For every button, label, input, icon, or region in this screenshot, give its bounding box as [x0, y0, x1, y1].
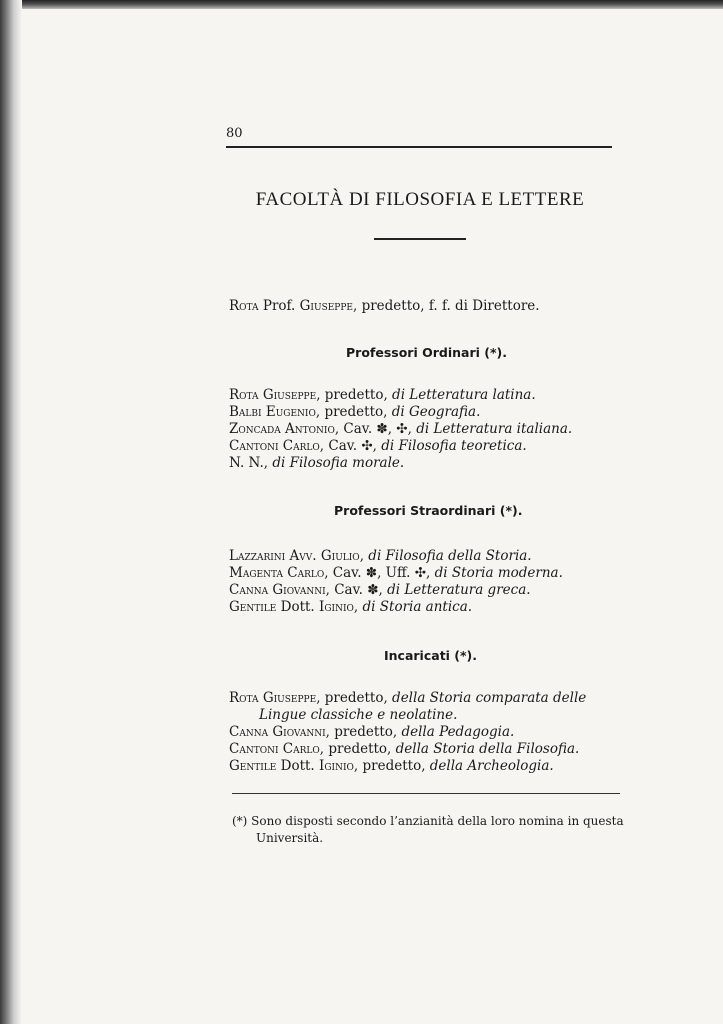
list-item — [229, 724, 514, 740]
person-subject-continued: Lingue classiche e neolatine. — [259, 707, 458, 723]
person-given: Iginio — [319, 758, 354, 774]
list-item — [229, 599, 472, 615]
list-item — [229, 582, 531, 598]
person-subject: di Filosofia morale. — [272, 455, 405, 471]
director-given: Giuseppe — [299, 298, 353, 314]
section-heading-ordinari: Professori Ordinari (*). — [346, 345, 507, 360]
person-subject: della Pedagogia. — [401, 724, 515, 740]
person-subject: di Geografia. — [391, 404, 481, 420]
list-item — [229, 421, 572, 437]
scan-binding-edge — [0, 0, 22, 1024]
person-subject: di Letteratura latina. — [392, 387, 536, 403]
person-detail: , Cav. ✽, — [325, 582, 388, 598]
section-heading-straordinari: Professori Straordinari (*). — [334, 503, 523, 518]
person-subject: di Storia moderna. — [434, 565, 563, 581]
person-detail: , predetto, — [319, 741, 396, 757]
list-item — [229, 404, 480, 420]
person-detail: , — [359, 548, 369, 564]
director-surname: Rota — [229, 298, 259, 314]
person-name: Cantoni Carlo — [229, 438, 320, 454]
section-heading-incaricati: Incaricati (*). — [384, 648, 478, 663]
person-detail: , Cav. ✽, Uff. ✣, — [324, 565, 435, 581]
person-detail: , predetto, — [316, 387, 393, 403]
person-given: Iginio — [319, 599, 354, 615]
person-name: N. N. — [229, 455, 264, 471]
header-rule — [226, 146, 612, 148]
person-detail: , predetto, — [315, 404, 392, 420]
person-subject: di Letteratura greca. — [387, 582, 531, 598]
footnote-line-continued: Università. — [256, 831, 324, 845]
person-detail: , Cav. ✣, — [319, 438, 382, 454]
person-name: Canna Giovanni — [229, 724, 326, 740]
list-item — [229, 690, 586, 706]
person-detail: , Cav. ✽, ✣, — [334, 421, 417, 437]
person-name: Rota Giuseppe — [229, 690, 317, 706]
person-name: Zoncada Antonio — [229, 421, 335, 437]
person-subject: della Storia comparata delle — [392, 690, 587, 706]
list-item — [229, 438, 527, 454]
title-rule — [374, 238, 466, 240]
list-item — [229, 548, 532, 564]
person-title: Dott. — [276, 599, 320, 615]
person-title: Dott. — [276, 758, 320, 774]
person-name: Lazzarini Avv. Giulio — [229, 548, 360, 564]
director-line — [229, 298, 540, 314]
list-item — [229, 741, 579, 757]
person-detail: , predetto, — [325, 724, 402, 740]
person-subject: della Storia della Filosofia. — [395, 741, 580, 757]
person-detail: , predetto, — [353, 758, 430, 774]
person-detail: , — [263, 455, 273, 471]
footnote-rule — [232, 793, 620, 794]
person-subject: di Filosofia della Storia. — [368, 548, 532, 564]
person-name: Rota Giuseppe — [229, 387, 317, 403]
person-name: Balbi Eugenio — [229, 404, 316, 420]
footnote-line: (*) Sono disposti secondo l’anzianità della loro nomina in questa — [232, 814, 624, 828]
list-item — [229, 758, 554, 774]
person-subject: della Archeologia. — [429, 758, 554, 774]
person-name: Magenta Carlo — [229, 565, 325, 581]
person-name: Gentile — [229, 758, 277, 774]
list-item — [229, 455, 404, 471]
director-title: Prof. — [262, 298, 296, 314]
person-subject: di Storia antica. — [362, 599, 473, 615]
person-name: Cantoni Carlo — [229, 741, 320, 757]
page-title: FACOLTÀ DI FILOSOFIA E LETTERE — [255, 189, 585, 210]
list-item — [229, 565, 563, 581]
footnote — [232, 813, 624, 847]
list-item-continuation — [259, 707, 457, 723]
person-subject: di Filosofia teoretica. — [381, 438, 527, 454]
list-item — [229, 387, 536, 403]
director-role: , predetto, f. f. di Direttore. — [352, 298, 540, 314]
person-name: Gentile — [229, 599, 277, 615]
person-detail: , predetto, — [316, 690, 393, 706]
page-number: 80 — [226, 126, 243, 141]
person-detail: , — [353, 599, 363, 615]
person-subject: di Letteratura italiana. — [416, 421, 573, 437]
person-name: Canna Giovanni — [229, 582, 326, 598]
scan-top-border — [0, 0, 723, 9]
